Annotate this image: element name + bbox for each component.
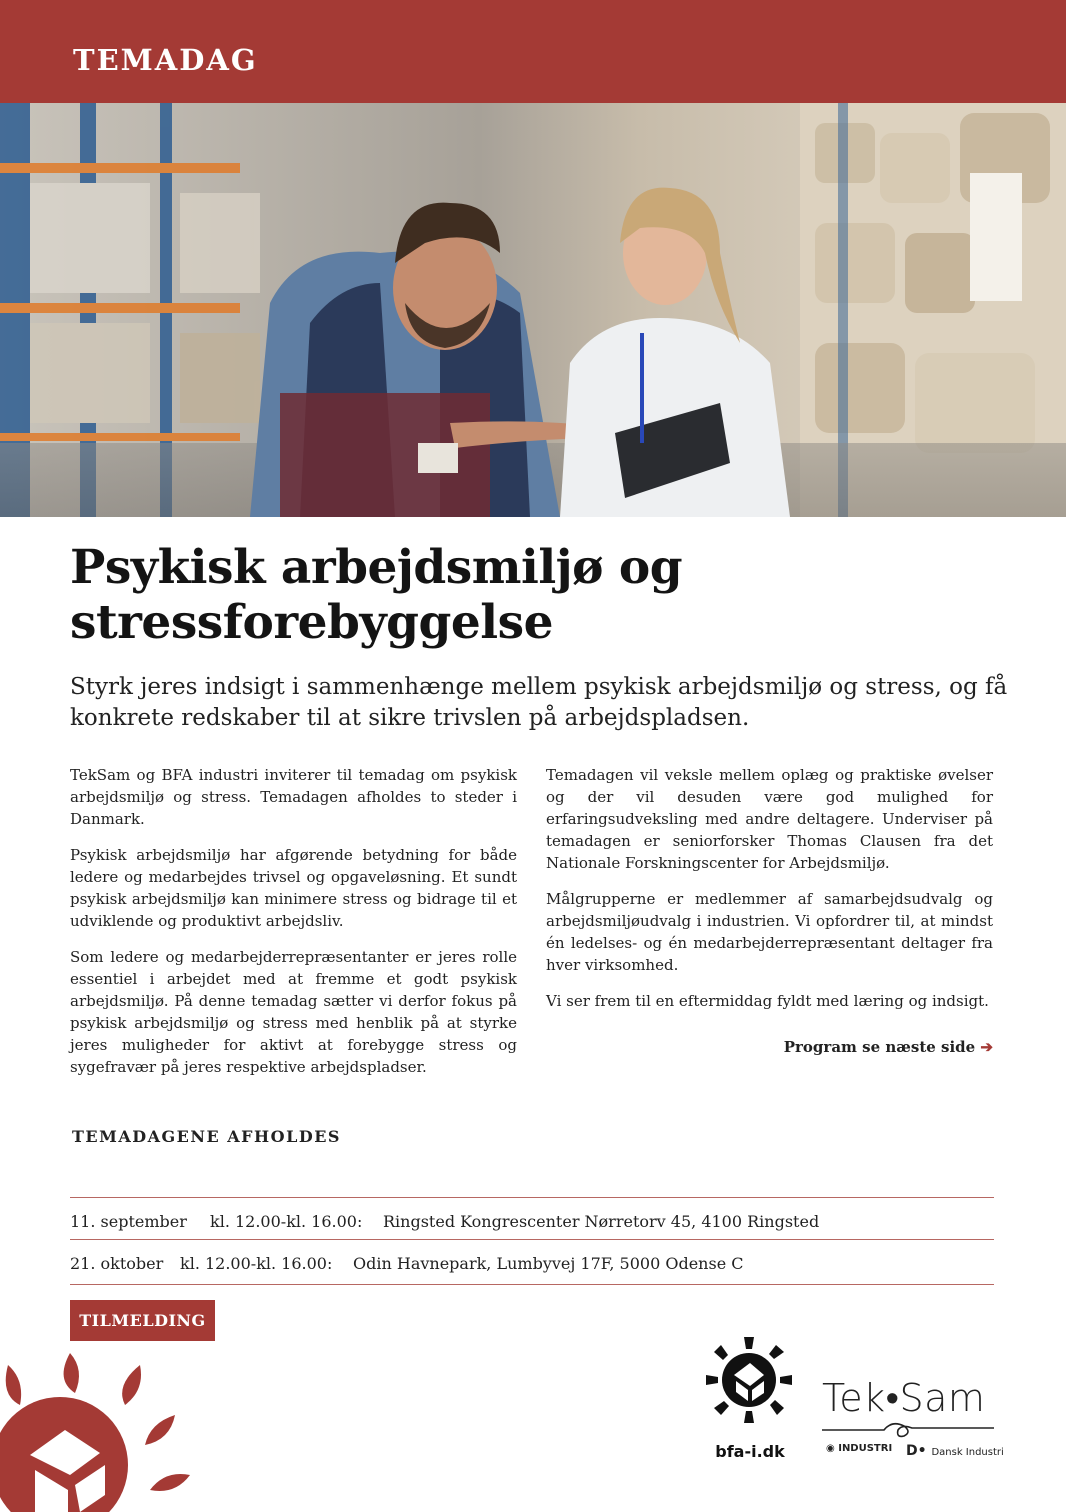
page-subtitle: Styrk jeres indsigt i sammenhænge mellem psykisk arbejdsmiljø og stress, og få konkrete redskaber til at sikre trivslen på arbejdspladsen. xyxy=(70,674,1008,731)
body-paragraph: Psykisk arbejdsmiljø har afgørende betydning for både ledere og medarbejdes trivsel og opgaveløsning. Et sundt psykisk arbejdsmiljø kan minimere stress og bidrage til et udviklende og produktivt arbejdsliv. xyxy=(70,846,517,930)
signup-button[interactable]: TILMELDING xyxy=(70,1300,215,1341)
warehouse-photo-image xyxy=(0,103,1066,517)
header-banner xyxy=(0,0,1066,103)
industri-logo: ◉ INDUSTRI xyxy=(826,1443,893,1454)
body-column-right xyxy=(546,764,993,1072)
schedule-date: 11. september xyxy=(70,1212,187,1231)
schedule-place: Ringsted Kongrescenter Nørretorv 45, 4100 Ringsted xyxy=(383,1212,820,1231)
banner-label: TEMADAG xyxy=(73,43,258,77)
teksam-logo: Tek•Sam xyxy=(822,1376,986,1420)
schedule-time: kl. 12.00-kl. 16.00: xyxy=(210,1212,363,1231)
schedule-date: 21. oktober xyxy=(70,1254,164,1273)
industri-logo-icon: ◉ xyxy=(826,1443,839,1454)
divider xyxy=(70,1284,994,1285)
body-paragraph: TekSam og BFA industri inviterer til temadag om psykisk arbejdsmiljø og stress. Temadagen afholdes to steder i Danmark. xyxy=(70,766,517,828)
hero-photo xyxy=(0,103,1066,517)
body-paragraph: Målgrupperne er medlemmer af samarbejdsudvalg og arbejdsmiljøudvalg i industrien. Vi opfordrer til, at mindst én ledelses- og én medarbejderrepræsentant deltager fra hver virksomhed. xyxy=(546,890,993,974)
page-title: Psykisk arbejdsmiljø og stressforebyggelse xyxy=(70,540,683,650)
arrow-right-icon: ➔ xyxy=(980,1038,993,1056)
schedule-place: Odin Havnepark, Lumbyvej 17F, 5000 Odense C xyxy=(353,1254,744,1273)
teksam-swirl-icon xyxy=(822,1418,994,1442)
divider xyxy=(70,1239,994,1240)
bfa-sun-decoration-icon xyxy=(0,1345,240,1512)
schedule-heading: TEMADAGENE AFHOLDES xyxy=(72,1127,341,1146)
body-paragraph: Som ledere og medarbejderrepræsentanter er jeres rolle essentiel i arbejdet med at fremme et godt psykisk arbejdsmiljø. På denne temadag sætter vi derfor fokus på psykisk arbejdsmiljø og stress med henblik på at styrke jeres muligheder for aktivt at forebygge stress og sygefravær på jeres respektive arbejdspladser. xyxy=(70,948,517,1076)
body-column-left xyxy=(70,764,517,1092)
bfa-website-label: bfa-i.dk xyxy=(715,1442,785,1461)
body-paragraph: Temadagen vil veksle mellem oplæg og praktiske øvelser og der vil desuden være god mulighed for erfaringsudveksling med andre deltagere. Underviser på temadagen er seniorforsker Thomas Clausen fra det Nationale Forskningscenter for Arbejdsmiljø. xyxy=(546,766,993,872)
bfa-logo-icon xyxy=(704,1335,794,1425)
dansk-industri-logo-icon: D• xyxy=(906,1443,932,1459)
dansk-industri-logo: D• Dansk Industri xyxy=(906,1443,1004,1459)
program-link[interactable] xyxy=(546,1036,993,1058)
program-link-label: Program se næste side xyxy=(783,1038,976,1056)
divider xyxy=(70,1197,994,1198)
body-paragraph: Vi ser frem til en eftermiddag fyldt med læring og indsigt. xyxy=(546,992,989,1010)
schedule-time: kl. 12.00-kl. 16.00: xyxy=(180,1254,333,1273)
